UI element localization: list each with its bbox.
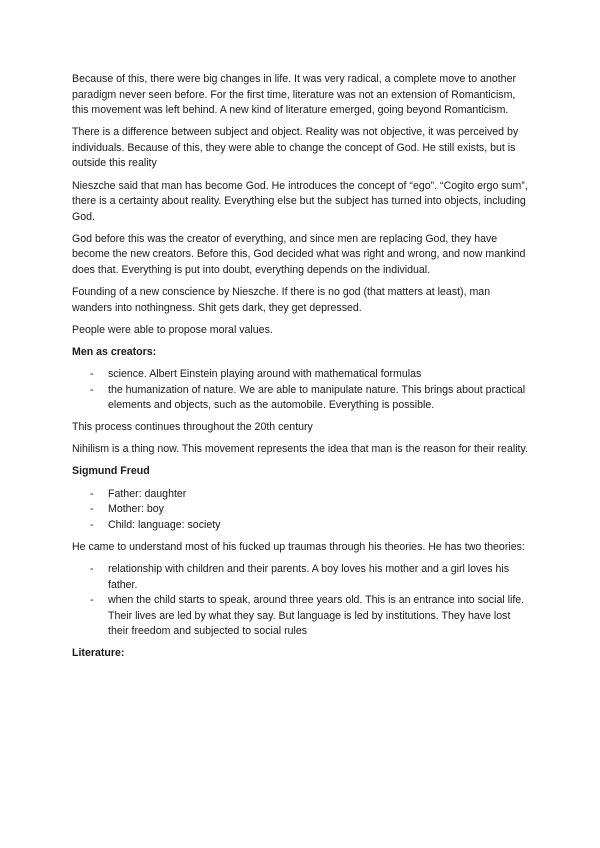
dash-bullet: - [90, 562, 94, 575]
document-page [72, 72, 532, 669]
paragraph: Because of this, there were big changes in life. It was very radical, a complete move to another paradigm never seen before. For the first time, literature was not an extension of Romanticism, this movement was left behind. A new kind of literature emerged, going beyond Romanticism. [72, 73, 516, 117]
paragraph: He came to understand most of his fucked up traumas through his theories. He has two theories: [72, 540, 525, 553]
list-item [72, 518, 532, 534]
list-item [72, 593, 532, 640]
list-item [72, 383, 532, 414]
list-item-text: relationship with children and their parents. A boy loves his mother and a girl loves his father. [108, 562, 510, 591]
dash-bullet: - [90, 518, 94, 531]
paragraph: Founding of a new conscience by Nieszche. If there is no god (that matters at least), man wanders into nothingness. Shit gets dark, they get depressed. [72, 286, 491, 314]
paragraph: There is a difference between subject and object. Reality was not objective, it was perceived by individuals. Because of this, they were able to change the concept of God. He still exists, but is outside this reality [72, 126, 519, 170]
list-item [72, 502, 532, 518]
list-item-text: the humanization of nature. We are able to manipulate nature. This brings about practical elements and objects, such as the automobile. Everything is possible. [108, 383, 526, 412]
paragraph: Nieszche said that man has become God. He introduces the concept of “ego”. “Cogito ergo sum”, there is a certainty about reality. Everything else but the subject has turned into objects, including God. [72, 179, 528, 223]
paragraph: God before this was the creator of everything, and since men are replacing God, they have become the new creators. Before this, God decided what was right and wrong, and now mankind does that. Everything is put into doubt, everything depends on the individual. [72, 232, 526, 277]
dash-bullet: - [90, 368, 94, 380]
dash-bullet: - [90, 594, 94, 607]
list-item [72, 562, 532, 593]
section-heading-literature: Literature: [72, 647, 125, 660]
section-heading-freud: Sigmund Freud [72, 465, 150, 478]
men-as-creators-list [72, 367, 532, 414]
list-item-text: science. Albert Einstein playing around with mathematical formulas [108, 368, 422, 380]
list-item-text: when the child starts to speak, around three years old. This is an entrance into social life. Their lives are led by what they say. But language is led by institutions. They have lost their freedom and subjected to social rules [108, 594, 525, 638]
section-heading-men-as-creators: Men as creators: [72, 345, 157, 358]
list-item [72, 487, 532, 503]
dash-bullet: - [90, 383, 94, 396]
theories-list [72, 562, 532, 640]
list-item-text: Mother: boy [108, 503, 164, 516]
paragraph: People were able to propose moral values. [72, 323, 273, 336]
list-item-text: Child: language: society [108, 518, 221, 531]
list-item-text: Father: daughter [108, 487, 187, 500]
list-item [72, 367, 532, 383]
dash-bullet: - [90, 487, 94, 500]
dash-bullet: - [90, 503, 94, 516]
paragraph: This process continues throughout the 20th century [72, 421, 313, 434]
freud-list [72, 487, 532, 534]
paragraph: Nihilism is a thing now. This movement represents the idea that man is the reason for their reality. [72, 443, 528, 456]
